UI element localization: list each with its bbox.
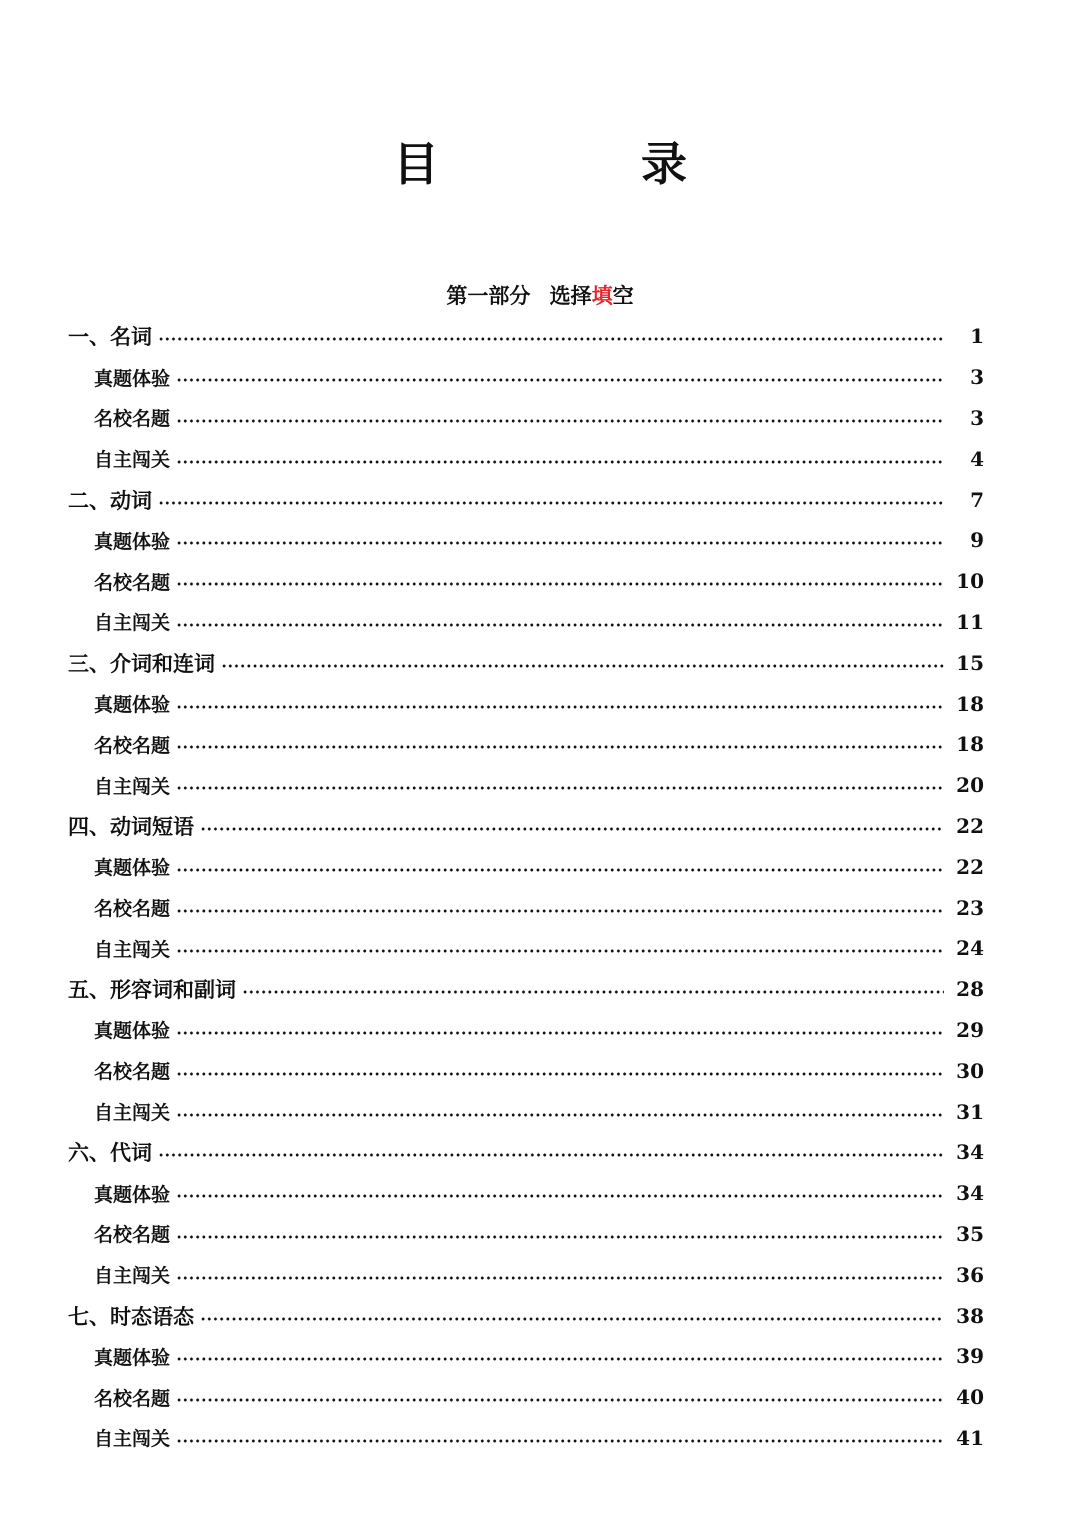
dot-leader [158, 1153, 944, 1157]
toc-entry-label: 一、名词 [68, 325, 152, 350]
toc-subsection-entry[interactable] [0, 602, 1080, 643]
page-title: 目 录 [393, 137, 765, 191]
toc-entry-label: 七、时态语态 [68, 1304, 194, 1329]
toc-entry-label: 名校名题 [94, 571, 171, 594]
toc-entry-label: 四、动词短语 [68, 814, 194, 839]
part-title-start: 选择 [549, 284, 592, 308]
toc-entry-label: 名校名题 [94, 1061, 171, 1084]
toc-entry-label: 自主闯关 [94, 1428, 171, 1451]
toc-page-number: 28 [956, 977, 984, 1002]
toc-entry-label: 自主闯关 [94, 1102, 171, 1125]
toc-chapter-entry[interactable] [0, 1295, 1080, 1336]
dot-leader [176, 1031, 944, 1035]
dot-leader [176, 460, 944, 464]
toc-page-number: 18 [956, 732, 984, 757]
toc-subsection-entry[interactable] [0, 1418, 1080, 1459]
dot-leader [176, 786, 944, 790]
dot-leader [176, 1276, 944, 1280]
dot-leader [176, 1113, 944, 1117]
toc-page-number: 4 [970, 446, 984, 471]
toc-subsection-entry[interactable] [0, 1091, 1080, 1132]
toc-entry-label: 真题体验 [94, 1183, 171, 1206]
toc-subsection-entry[interactable] [0, 561, 1080, 602]
dot-leader [200, 1317, 944, 1321]
toc-entry-label: 名校名题 [94, 408, 171, 431]
toc-entry-label: 名校名题 [94, 734, 171, 757]
toc-page-number: 18 [956, 691, 984, 716]
toc-entry-label: 名校名题 [94, 1387, 171, 1410]
toc-page-number: 39 [956, 1344, 984, 1369]
toc-entry-label: 六、代词 [68, 1141, 152, 1166]
toc-entry-label: 真题体验 [94, 530, 171, 553]
toc-page-number: 15 [956, 650, 984, 675]
toc-subsection-entry[interactable] [0, 724, 1080, 765]
part-heading [0, 280, 1080, 310]
toc-page-number: 34 [956, 1140, 984, 1165]
toc-subsection-entry[interactable] [0, 683, 1080, 724]
toc-entry-label: 三、介词和连词 [68, 651, 215, 676]
dot-leader [176, 582, 944, 586]
toc-subsection-entry[interactable] [0, 846, 1080, 887]
toc-chapter-entry[interactable] [0, 642, 1080, 683]
toc-page-number: 9 [970, 528, 984, 553]
dot-leader [176, 623, 944, 627]
toc-page-number: 34 [956, 1181, 984, 1206]
toc-entry-label: 真题体验 [94, 367, 171, 390]
toc-chapter-entry[interactable] [0, 806, 1080, 847]
toc-page-number: 38 [956, 1303, 984, 1328]
toc-entry-label: 名校名题 [94, 898, 171, 921]
dot-leader [242, 990, 944, 994]
dot-leader [176, 909, 944, 913]
toc-subsection-entry[interactable] [0, 1254, 1080, 1295]
part-title-highlight: 填 [591, 284, 613, 308]
toc-page-number: 3 [970, 365, 984, 390]
toc-entry-label: 自主闯关 [94, 612, 171, 635]
dot-leader [176, 1235, 944, 1239]
toc-entry-label: 五、形容词和副词 [68, 978, 236, 1003]
toc-subsection-entry[interactable] [0, 887, 1080, 928]
toc-page-number: 23 [956, 895, 984, 920]
dot-leader [221, 664, 944, 668]
toc-subsection-entry[interactable] [0, 1377, 1080, 1418]
toc-entry-label: 真题体验 [94, 1020, 171, 1043]
toc-list [0, 316, 1080, 1458]
toc-entry-label: 自主闯关 [94, 449, 171, 472]
toc-entry-label: 真题体验 [94, 857, 171, 880]
toc-page-number: 36 [956, 1262, 984, 1287]
dot-leader [176, 1439, 944, 1443]
toc-entry-label: 真题体验 [94, 694, 171, 717]
toc-page-number: 22 [956, 854, 984, 879]
toc-chapter-entry[interactable] [0, 1132, 1080, 1173]
dot-leader [176, 949, 944, 953]
toc-subsection-entry[interactable] [0, 357, 1080, 398]
toc-entry-label: 真题体验 [94, 1346, 171, 1369]
toc-chapter-entry[interactable] [0, 316, 1080, 357]
dot-leader [176, 705, 944, 709]
toc-entry-label: 自主闯关 [94, 775, 171, 798]
toc-page-number: 22 [956, 813, 984, 838]
toc-subsection-entry[interactable] [0, 1050, 1080, 1091]
toc-subsection-entry[interactable] [0, 765, 1080, 806]
part-title-end: 空 [612, 284, 634, 308]
part-title [550, 284, 634, 308]
dot-leader [176, 1072, 944, 1076]
dot-leader [176, 541, 944, 545]
toc-page-number: 41 [956, 1425, 984, 1450]
toc-page-number: 11 [956, 609, 984, 634]
dot-leader [158, 337, 944, 341]
toc-subsection-entry[interactable] [0, 1010, 1080, 1051]
dot-leader [176, 1357, 944, 1361]
dot-leader [176, 419, 944, 423]
dot-leader [176, 378, 944, 382]
toc-subsection-entry[interactable] [0, 1173, 1080, 1214]
toc-page-number: 31 [956, 1099, 984, 1124]
toc-page-number: 35 [956, 1221, 984, 1246]
toc-subsection-entry[interactable] [0, 928, 1080, 969]
toc-chapter-entry[interactable] [0, 969, 1080, 1010]
toc-subsection-entry[interactable] [0, 520, 1080, 561]
dot-leader [176, 868, 944, 872]
toc-entry-label: 二、动词 [68, 488, 152, 513]
toc-page-number: 7 [970, 487, 984, 512]
dot-leader [176, 1194, 944, 1198]
toc-chapter-entry[interactable] [0, 479, 1080, 520]
dot-leader [158, 501, 944, 505]
toc-page-number: 40 [956, 1385, 984, 1410]
dot-leader [176, 1398, 944, 1402]
toc-page-number: 29 [956, 1017, 984, 1042]
part-prefix: 第一部分 [446, 284, 531, 308]
toc-subsection-entry[interactable] [0, 1214, 1080, 1255]
toc-subsection-entry[interactable] [0, 398, 1080, 439]
toc-entry-label: 名校名题 [94, 1224, 171, 1247]
toc-page-number: 30 [956, 1058, 984, 1083]
toc-subsection-entry[interactable] [0, 1336, 1080, 1377]
toc-entry-label: 自主闯关 [94, 1265, 171, 1288]
toc-entry-label: 自主闯关 [94, 938, 171, 961]
toc-subsection-entry[interactable] [0, 438, 1080, 479]
dot-leader [200, 827, 944, 831]
toc-page-number: 3 [970, 405, 984, 430]
toc-page-number: 24 [956, 936, 984, 961]
toc-page-number: 1 [970, 324, 984, 349]
dot-leader [176, 745, 944, 749]
toc-page-number: 10 [956, 569, 984, 594]
toc-page-number: 20 [956, 773, 984, 798]
